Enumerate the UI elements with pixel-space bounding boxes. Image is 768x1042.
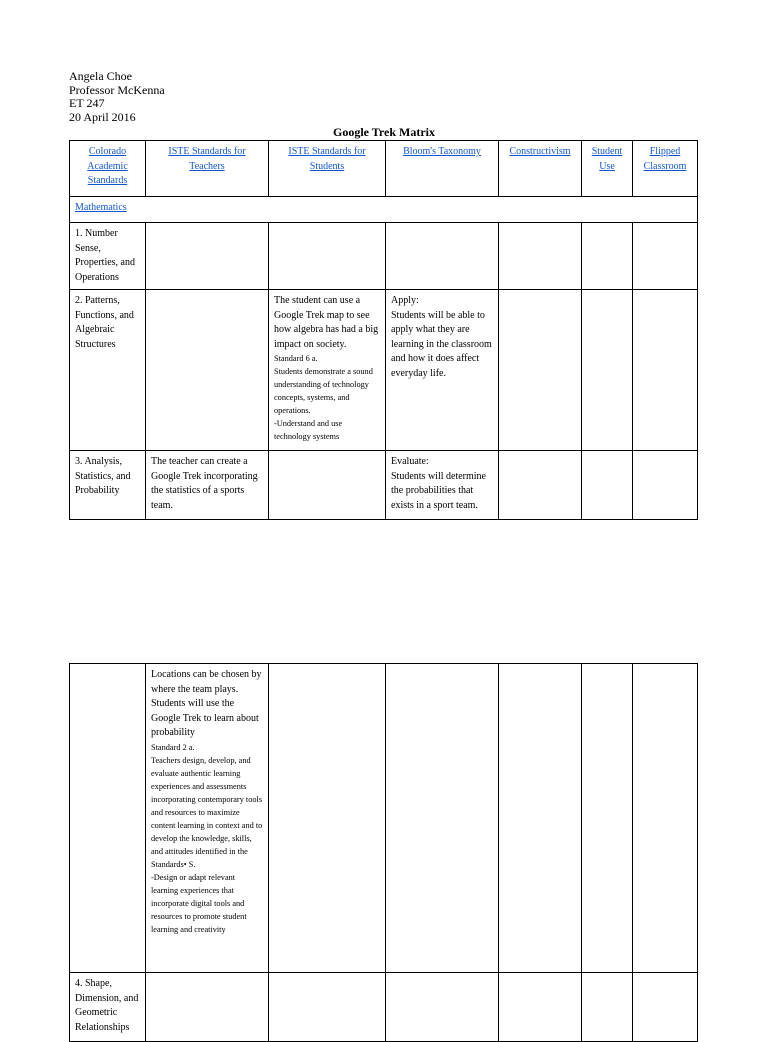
standard-label: Standard 6 a. — [274, 354, 318, 363]
row-label: 3. Analysis, Statistics, and Probability — [70, 451, 146, 520]
table-cell — [269, 664, 386, 973]
document-date: 20 April 2016 — [69, 109, 136, 124]
column-header[interactable] — [269, 141, 386, 197]
table-cell — [499, 451, 582, 520]
column-header[interactable] — [70, 141, 146, 197]
table-cell — [386, 451, 499, 520]
table-cell — [146, 223, 269, 290]
table-cell — [386, 664, 499, 973]
table-cell — [582, 973, 633, 1042]
table-row — [70, 451, 698, 520]
row-label: 4. Shape, Dimension, and Geometric Relationships — [70, 973, 146, 1042]
column-header[interactable] — [386, 141, 499, 197]
table-row — [70, 973, 698, 1042]
column-header-link[interactable]: Flipped Classroom — [643, 146, 687, 172]
cell-text: Students will be able to apply what they are learning in the classroom and how it does affect everyday life. — [391, 309, 492, 379]
table-cell — [582, 290, 633, 451]
standard-text: -Design or adapt relevant learning experiences that incorporate digital tools and resources to promote student learning and creativity — [151, 872, 247, 934]
document-header — [69, 70, 165, 124]
table-cell — [269, 451, 386, 520]
bloom-heading: Apply: — [391, 295, 419, 306]
table-cell — [582, 223, 633, 290]
row-label: 1. Number Sense, Properties, and Operations — [70, 223, 146, 290]
table-cell — [499, 223, 582, 290]
table-row — [70, 290, 698, 451]
course-code: ET 247 — [69, 96, 105, 110]
subject-link[interactable]: Mathematics — [75, 202, 127, 213]
column-header[interactable] — [582, 141, 633, 197]
row-label: 2. Patterns, Functions, and Algebraic Structures — [70, 290, 146, 451]
subject-row — [70, 197, 698, 223]
table-row — [70, 664, 698, 973]
table-cell — [269, 973, 386, 1042]
table-cell — [70, 664, 146, 973]
table-cell — [386, 973, 499, 1042]
table-cell — [633, 290, 698, 451]
table-cell — [633, 973, 698, 1042]
table-header-row — [70, 141, 698, 197]
standard-text: -Understand and use technology systems — [274, 419, 343, 441]
table-cell — [146, 973, 269, 1042]
table-cell — [582, 451, 633, 520]
subject-cell[interactable] — [70, 197, 698, 223]
table-cell — [499, 664, 582, 973]
column-header-link[interactable]: ISTE Standards for Teachers — [168, 146, 246, 172]
table-cell — [146, 290, 269, 451]
table-cell — [146, 664, 269, 973]
column-header[interactable] — [633, 141, 698, 197]
cell-text: The student can use a Google Trek map to see how algebra has had a big impact on society. — [274, 295, 379, 350]
column-header[interactable] — [146, 141, 269, 197]
matrix-table-continued — [69, 663, 698, 1042]
matrix-table — [69, 140, 698, 520]
standard-label: Standard 2 a. — [151, 742, 195, 752]
cell-text: Students will determine the probabilities that exists in a sport team. — [391, 470, 486, 511]
column-header-link[interactable]: Constructivism — [509, 146, 571, 157]
table-cell — [386, 223, 499, 290]
table-row — [70, 223, 698, 290]
column-header[interactable] — [499, 141, 582, 197]
column-header-link[interactable]: Student Use — [591, 146, 623, 172]
table-cell: The teacher can create a Google Trek incorporating the statistics of a sports team. — [146, 451, 269, 520]
table-cell — [499, 290, 582, 451]
standard-text: Teachers design, develop, and evaluate authentic learning experiences and assessments incorporating contemporary tools and resources to maximize content learning in context and to develop the knowledge, skills, and attitudes identified in the Standards• S. — [151, 755, 263, 869]
professor-name: Professor McKenna — [69, 82, 165, 97]
bloom-heading: Evaluate: — [391, 456, 429, 467]
column-header-link[interactable]: ISTE Standards for Students — [288, 146, 366, 172]
standard-text: Students demonstrate a sound understanding of technology concepts, systems, and operations. — [274, 367, 373, 415]
table-cell — [633, 223, 698, 290]
document-title: Google Trek Matrix — [333, 125, 435, 139]
table-cell — [499, 973, 582, 1042]
author-name: Angela Choe — [69, 69, 132, 83]
column-header-link[interactable]: Colorado Academic Standards — [87, 146, 128, 186]
table-cell — [633, 664, 698, 973]
table-cell — [582, 664, 633, 973]
table-cell — [386, 290, 499, 451]
table-cell — [269, 223, 386, 290]
cell-text: Locations can be chosen by where the team plays. Students will use the Google Trek to learn about probability — [151, 669, 262, 738]
table-cell — [633, 451, 698, 520]
column-header-link[interactable]: Bloom's Taxonomy — [403, 146, 481, 157]
table-cell — [269, 290, 386, 451]
